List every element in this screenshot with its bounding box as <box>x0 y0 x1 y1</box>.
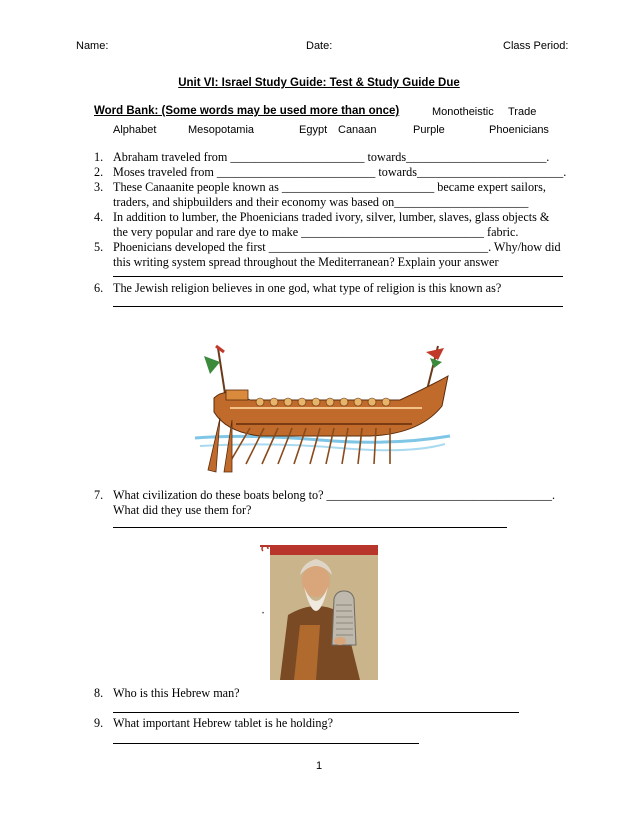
page-title: Unit VI: Israel Study Guide: Test & Study Guide Due <box>178 77 460 89</box>
question-text: What important Hebrew tablet is he holding? <box>113 716 333 730</box>
question-7-continued: What did they use them for? <box>113 503 252 517</box>
question-9 <box>94 716 333 731</box>
word-bank-word: Trade <box>508 106 537 118</box>
phoenician-ship-image <box>190 338 452 482</box>
question-number: 8. <box>94 686 104 700</box>
question-2 <box>94 165 566 180</box>
question-text: Phoenicians developed the first ____________________________________. Why/how did <box>113 240 561 254</box>
question-number: 1. <box>94 150 104 164</box>
question-text: The Jewish religion believes in one god, what type of religion is this known as? <box>113 281 502 295</box>
question-text: Moses traveled from __________________________ towards <box>113 165 417 179</box>
answer-blank[interactable]: ________________________. <box>416 165 567 179</box>
answer-line[interactable] <box>113 743 419 744</box>
answer-line[interactable] <box>113 306 563 307</box>
question-5 <box>94 240 561 255</box>
question-8 <box>94 686 240 701</box>
question-1 <box>94 150 549 165</box>
answer-line[interactable] <box>113 712 519 713</box>
question-number: 4. <box>94 210 104 224</box>
question-text: What civilization do these boats belong to? _____________________________________. <box>113 488 556 502</box>
page-number: 1 <box>315 760 323 772</box>
word-bank-word: Phoenicians <box>489 124 549 136</box>
word-bank-word: Alphabet <box>113 124 157 136</box>
word-bank-word: Canaan <box>338 124 377 136</box>
question-6 <box>94 281 501 296</box>
question-text: In addition to lumber, the Phoenicians traded ivory, silver, lumber, slaves, glass objects & <box>113 210 550 224</box>
answer-blank[interactable]: _______________________. <box>406 150 550 164</box>
question-5-continued: this writing system spread throughout the Mediterranean? Explain your answer <box>113 255 499 269</box>
question-7 <box>94 488 555 503</box>
word-bank-word: Mesopotamia <box>188 124 255 136</box>
question-number: 3. <box>94 180 104 194</box>
question-4 <box>94 210 549 225</box>
question-number: 2. <box>94 165 104 179</box>
question-number: 6. <box>94 281 104 295</box>
moses-portrait-image <box>260 545 378 680</box>
question-number: 5. <box>94 240 104 254</box>
word-bank-word: Egypt <box>299 124 328 136</box>
question-3 <box>94 180 546 195</box>
word-bank-word: Monotheistic <box>432 106 494 118</box>
question-4-continued: the very popular and rare dye to make ______________________________ fabric. <box>113 225 519 239</box>
question-text: Abraham traveled from ______________________ towards <box>113 150 407 164</box>
name-label: Name: <box>76 40 109 52</box>
word-bank-word: Purple <box>413 124 445 136</box>
question-number: 7. <box>94 488 104 502</box>
answer-line[interactable] <box>113 276 563 277</box>
question-3-continued: traders, and shipbuilders and their economy was based on______________________ <box>113 195 529 209</box>
question-number: 9. <box>94 716 104 730</box>
question-text: These Canaanite people known as _________________________ became expert sailors, <box>113 180 546 194</box>
word-bank-label: Word Bank: (Some words may be used more than once) <box>94 105 400 117</box>
date-label: Date: <box>306 40 333 52</box>
svg-text:•: • <box>262 611 265 617</box>
class-period-label: Class Period: <box>503 40 569 52</box>
question-text: Who is this Hebrew man? <box>113 686 240 700</box>
answer-line[interactable] <box>113 527 507 528</box>
